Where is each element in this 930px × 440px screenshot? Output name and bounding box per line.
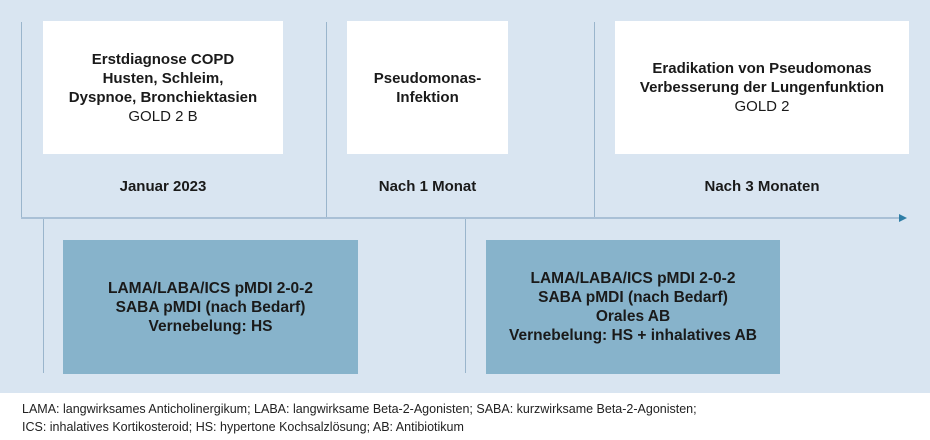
therapy-line: SABA pMDI (nach Bedarf) (115, 298, 306, 316)
event-date: Januar 2023 (119, 178, 207, 195)
event-date: Nach 3 Monaten (704, 178, 820, 195)
event-date: Nach 1 Monat (378, 178, 477, 195)
therapy-line: Vernebelung: HS (148, 317, 273, 335)
therapy-line: Vernebelung: HS + inhalatives AB (509, 327, 757, 344)
event-line: GOLD 2 B (128, 107, 198, 125)
divider-line (21, 22, 22, 218)
therapy-box-infection (486, 240, 780, 374)
event-line: Eradikation von Pseudomonas (652, 60, 872, 77)
event-line: Pseudomonas- (373, 69, 482, 87)
therapy-connector-line (465, 218, 466, 373)
therapy-connector-line (43, 218, 44, 373)
event-line: Verbesserung der Lungenfunktion (639, 79, 885, 96)
event-line: Erstdiagnose COPD (91, 50, 235, 68)
footnote-line: LAMA: langwirksames Anticholinergikum; LABA: langwirksame Beta-2-Agonisten; SABA: kurzwirksame Beta-2-Agonisten; (22, 402, 697, 416)
arrow-right-icon (899, 214, 907, 222)
footnote-line: ICS: inhalatives Kortikosteroid; HS: hypertone Kochsalzlösung; AB: Antibiotikum (22, 420, 464, 434)
divider-line (594, 22, 595, 218)
event-line: Infektion (396, 88, 459, 106)
divider-line (326, 22, 327, 218)
therapy-line: LAMA/LABA/ICS pMDI 2-0-2 (108, 279, 313, 297)
therapy-line: SABA pMDI (nach Bedarf) (538, 289, 728, 306)
event-line: GOLD 2 (734, 98, 790, 115)
therapy-line: Orales AB (595, 308, 671, 325)
event-line: Husten, Schleim, (102, 69, 224, 87)
event-box-diagnosis (43, 21, 283, 154)
therapy-line: LAMA/LABA/ICS pMDI 2-0-2 (530, 270, 736, 287)
abbreviations-footnote (22, 400, 697, 436)
event-box-infection (347, 21, 508, 154)
event-box-eradication (615, 21, 909, 154)
event-line: Dyspnoe, Bronchiektasien (68, 88, 258, 106)
therapy-box-initial (63, 240, 358, 374)
timeline-axis (21, 217, 901, 219)
